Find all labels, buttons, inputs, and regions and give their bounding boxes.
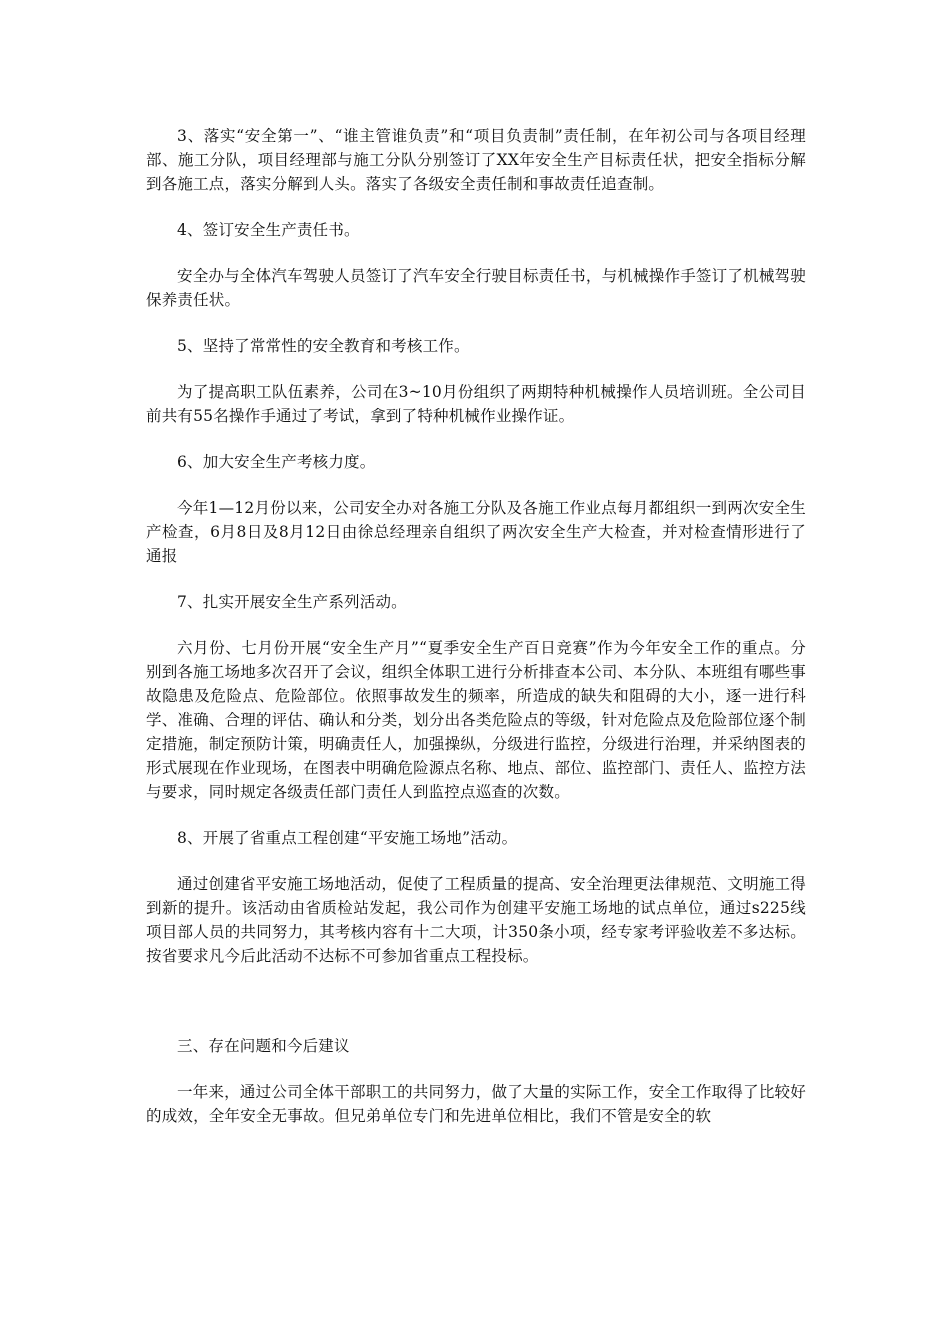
paragraph-item-3: 3、落实“安全第一”、“谁主管谁负责”和“项目负责制”责任制，在年初公司与各项目经理部、施工分队，项目经理部与施工分队分别签订了XX年安全生产目标责任状，把安全指标分解到各施工点，落实分解到人头。落实了各级安全责任制和事故责任追查制。 bbox=[146, 127, 806, 193]
heading-item-4: 4、签订安全生产责任书。 bbox=[177, 221, 360, 239]
heading-item-7: 7、扎实开展安全生产系列活动。 bbox=[177, 593, 407, 611]
heading-item-6: 6、加大安全生产考核力度。 bbox=[177, 453, 376, 471]
paragraph-item-8-body: 通过创建省平安施工场地活动，促使了工程质量的提高、安全治理更法律规范、文明施工得到新的提升。该活动由省质检站发起，我公司作为创建平安施工场地的试点单位，通过s225线项目部人员的共同努力，其考核内容有十二大项，计350条小项，经专家考评验收差不多达标。按省要求凡今后此活动不达标不可参加省重点工程投标。 bbox=[146, 875, 806, 965]
paragraph-item-4-body: 安全办与全体汽车驾驶人员签订了汽车安全行驶目标责任书，与机械操作手签订了机械驾驶保养责任状。 bbox=[146, 267, 806, 309]
paragraph-section-three-body: 一年来，通过公司全体干部职工的共同努力，做了大量的实际工作，安全工作取得了比较好的成效，全年安全无事故。但兄弟单位专门和先进单位相比，我们不管是安全的软 bbox=[146, 1083, 806, 1125]
heading-item-8: 8、开展了省重点工程创建“平安施工场地”活动。 bbox=[177, 829, 518, 847]
section-spacer bbox=[146, 990, 806, 1034]
paragraph-item-7-body: 六月份、七月份开展“安全生产月”“夏季安全生产百日竞赛”作为今年安全工作的重点。分别到各施工场地多次召开了会议，组织全体职工进行分析排查本公司、本分队、本班组有哪些事故隐患及危险点、危险部位。依照事故发生的频率，所造成的缺失和阻碍的大小，逐一进行科学、准确、合理的评估、确认和分类，划分出各类危险点的等级，针对危险点及危险部位逐个制定措施，制定预防计策，明确责任人，加强操纵，分级进行监控，分级进行治理，并采纳图表的形式展现在作业现场，在图表中明确危险源点名称、地点、部位、监控部门、责任人、监控方法与要求，同时规定各级责任部门责任人到监控点巡查的次数。 bbox=[146, 639, 806, 801]
paragraph-item-6-body: 今年1—12月份以来，公司安全办对各施工分队及各施工作业点每月都组织一到两次安全生产检查，6月8日及8月12日由徐总经理亲自组织了两次安全生产大检查，并对检查情形进行了通报 bbox=[146, 499, 806, 565]
paragraph-item-5-body: 为了提高职工队伍素养，公司在3~10月份组织了两期特种机械操作人员培训班。全公司目前共有55名操作手通过了考试，拿到了特种机械作业操作证。 bbox=[146, 383, 806, 425]
document-body bbox=[146, 124, 806, 1150]
heading-item-5: 5、坚持了常常性的安全教育和考核工作。 bbox=[177, 337, 470, 355]
section-heading-three: 三、存在问题和今后建议 bbox=[177, 1037, 350, 1055]
